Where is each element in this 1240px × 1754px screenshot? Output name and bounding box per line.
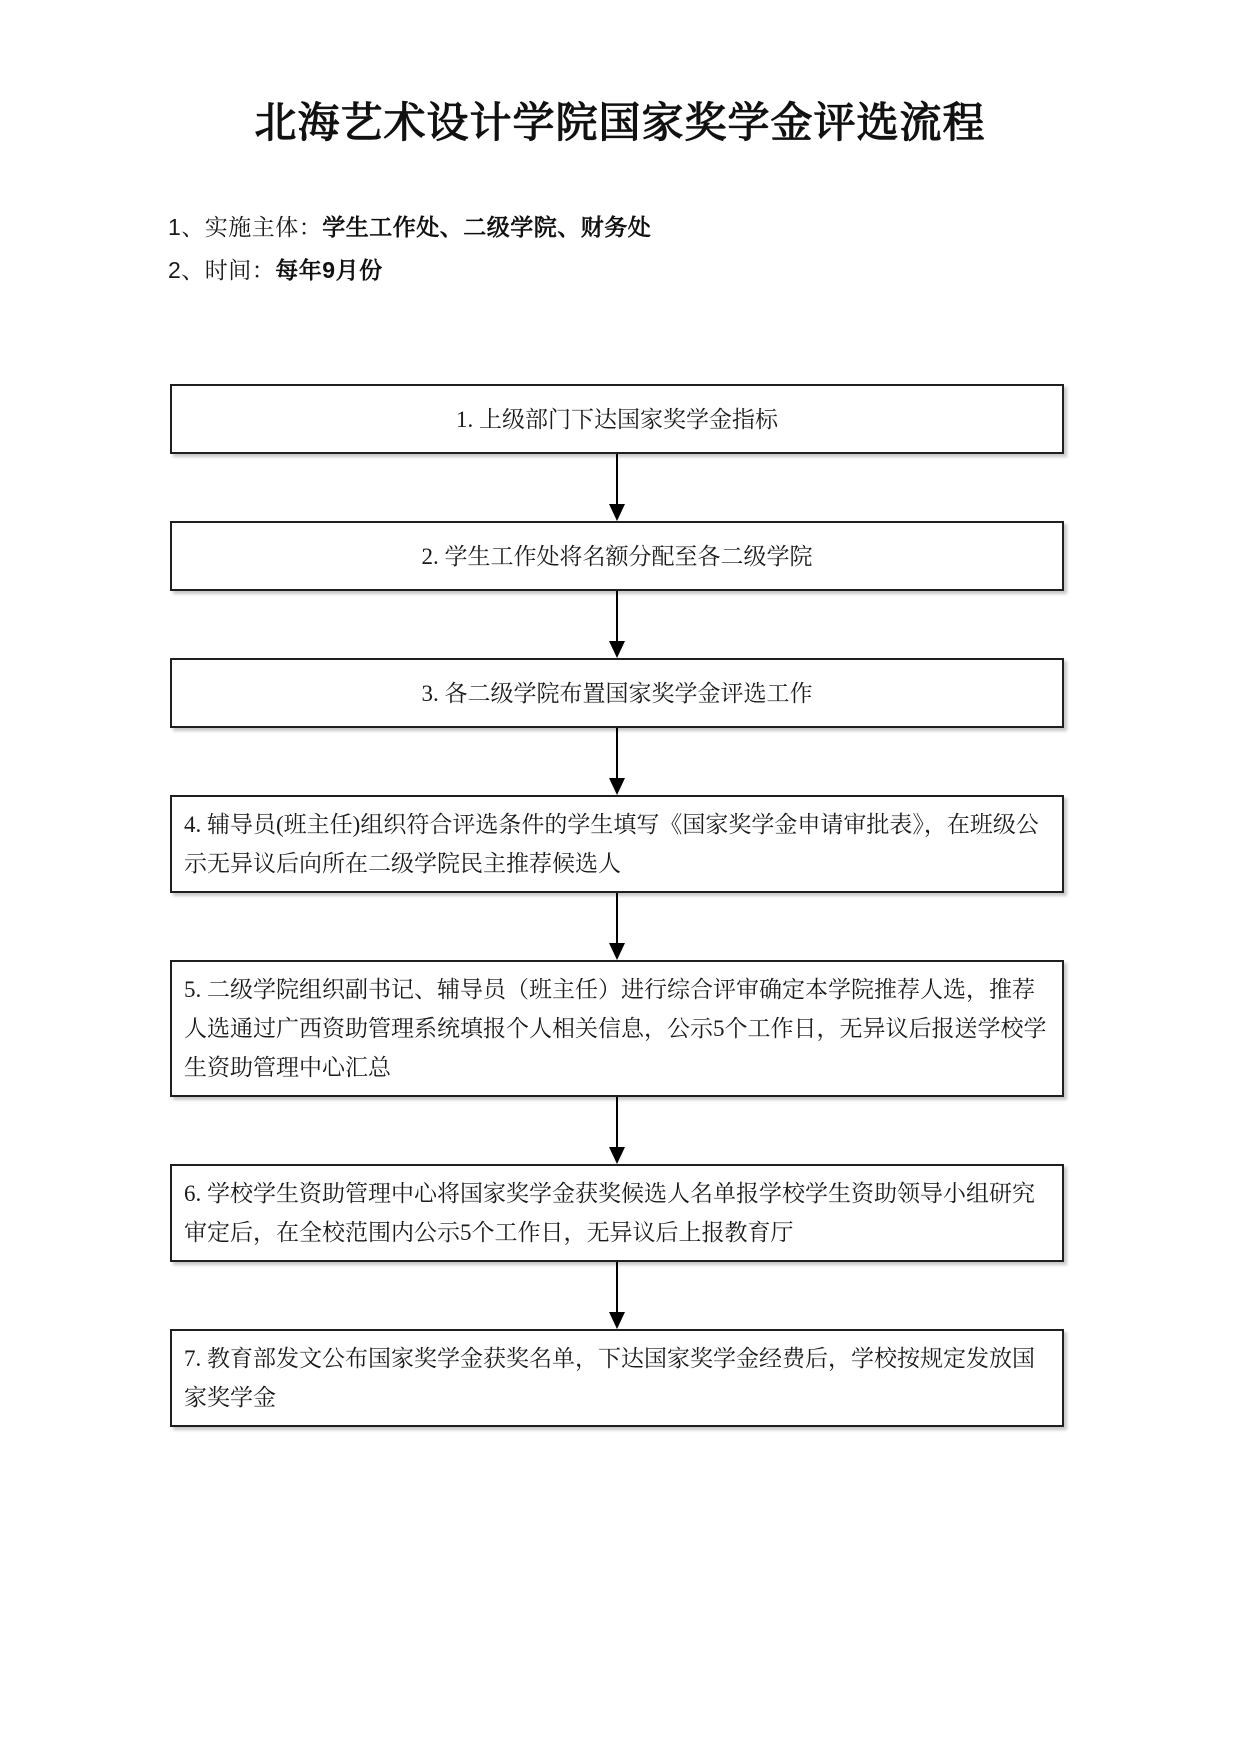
page-title bbox=[0, 0, 1240, 146]
intro-list bbox=[168, 206, 1240, 292]
page-title-prefix: 北海 bbox=[254, 99, 341, 146]
down-arrow-5 bbox=[170, 1097, 1064, 1164]
down-arrow-head-icon bbox=[609, 778, 625, 795]
down-arrow-line bbox=[616, 591, 618, 643]
flow-step-6-text: 6. 学校学生资助管理中心将国家奖学金获奖候选人名单报学校学生资助领导小组研究审定后，在全校范围内公示5个工作日，无异议后上报教育厅 bbox=[184, 1181, 1035, 1245]
intro-item-time bbox=[168, 249, 1240, 292]
flow-step-5-text: 5. 二级学院组织副书记、辅导员（班主任）进行综合评审确定本学院推荐人选，推荐人选通过广西资助管理系统填报个人相关信息，公示5个工作日，无异议后报送学校学生资助管理中心汇总 bbox=[184, 977, 1047, 1080]
flow-step-1 bbox=[170, 384, 1064, 454]
down-arrow-head-icon bbox=[609, 1147, 625, 1164]
page-title-rest: 艺术设计学院国家奖学金评选流程 bbox=[340, 99, 986, 146]
down-arrow-3 bbox=[170, 728, 1064, 795]
flow-step-2-text: 2. 学生工作处将名额分配至各二级学院 bbox=[421, 543, 813, 569]
down-arrow-line bbox=[616, 893, 618, 945]
intro-item-time-label: 2、时间： bbox=[168, 257, 276, 283]
intro-item-subject bbox=[168, 206, 1240, 249]
flow-step-3 bbox=[170, 658, 1064, 728]
flow-step-1-text: 1. 上级部门下达国家奖学金指标 bbox=[456, 406, 778, 432]
down-arrow-4 bbox=[170, 893, 1064, 960]
down-arrow-line bbox=[616, 1097, 618, 1149]
flowchart bbox=[170, 384, 1064, 1427]
down-arrow-head-icon bbox=[609, 641, 625, 658]
down-arrow-line bbox=[616, 728, 618, 780]
down-arrow-head-icon bbox=[609, 1312, 625, 1329]
down-arrow-1 bbox=[170, 454, 1064, 521]
flow-step-4 bbox=[170, 795, 1064, 893]
down-arrow-line bbox=[616, 1262, 618, 1314]
down-arrow-head-icon bbox=[609, 504, 625, 521]
flow-step-2 bbox=[170, 521, 1064, 591]
intro-item-subject-value: 学生工作处、二级学院、财务处 bbox=[322, 214, 652, 240]
down-arrow-2 bbox=[170, 591, 1064, 658]
down-arrow-line bbox=[616, 454, 618, 506]
flow-step-5 bbox=[170, 960, 1064, 1097]
flow-step-6 bbox=[170, 1164, 1064, 1262]
intro-item-subject-label: 1、实施主体： bbox=[168, 214, 323, 240]
flow-step-3-text: 3. 各二级学院布置国家奖学金评选工作 bbox=[421, 680, 813, 706]
intro-item-time-value: 每年9月份 bbox=[275, 257, 383, 283]
flow-step-7 bbox=[170, 1329, 1064, 1427]
down-arrow-head-icon bbox=[609, 943, 625, 960]
flow-step-4-text: 4. 辅导员(班主任)组织符合评选条件的学生填写《国家奖学金申请审批表》，在班级公示无异议后向所在二级学院民主推荐候选人 bbox=[184, 812, 1039, 876]
down-arrow-6 bbox=[170, 1262, 1064, 1329]
flow-step-7-text: 7. 教育部发文公布国家奖学金获奖名单，下达国家奖学金经费后，学校按规定发放国家奖学金 bbox=[184, 1346, 1035, 1410]
